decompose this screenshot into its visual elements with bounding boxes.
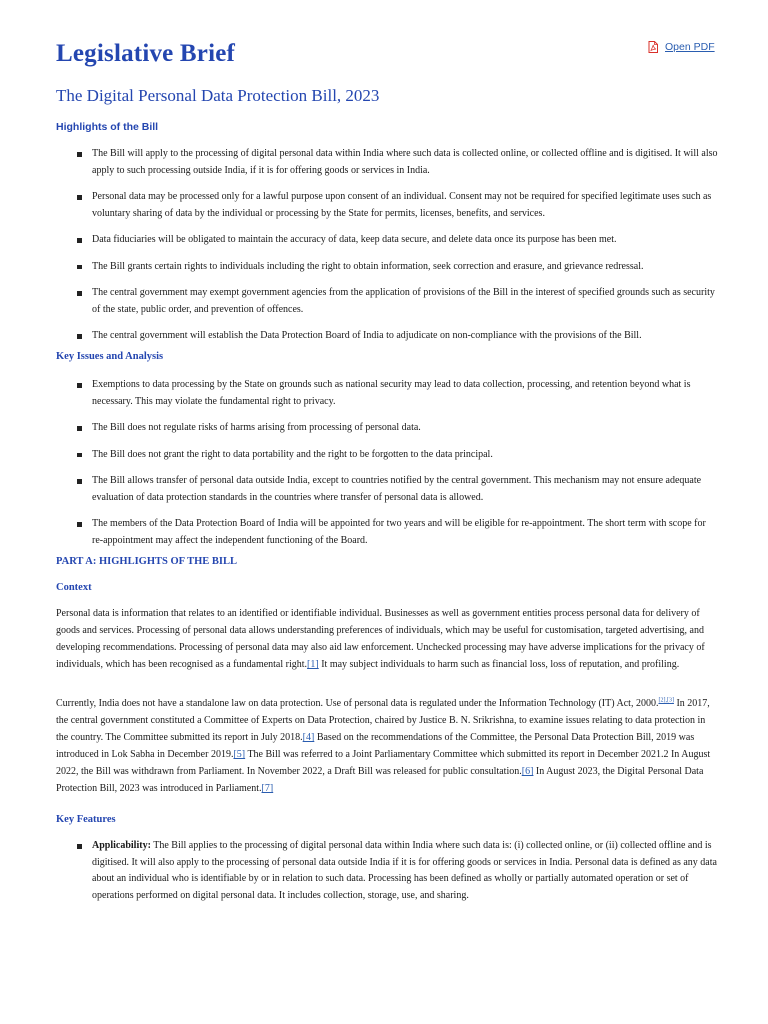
feature-text: The Bill applies to the processing of digital personal data within India where such data is: (i) collected online, or (ii) collected offline and is digitised. It will also apply to the processing of personal data outside India if it is for offering goods or services in India. Personal data is defined as any data about an individual who is identifiable by or in relation to such data. Processing has been defined as wholly or partially automated operation or set of operations performed on digital personal data. It includes collection, storage, use, and sharing.	[92, 840, 717, 901]
footnote-link-7[interactable]: [7]	[261, 783, 274, 794]
paragraph-text: Personal data is information that relates to an identified or identifiable individual. Businesses as well as government entities process personal data for delivery of goods and services. Processing of personal data allows understanding preferences of individuals, which may be useful for customisation, targeted advertising, and developing recommendations. Processing of personal data may also aid law enforcement. Unchecked processing may have adverse implications for the privacy of individuals, which has been recognised as a fundamental right.	[56, 608, 705, 670]
list-item: The central government will establish the Data Protection Board of India to adjudicate on non-compliance with the provisions of the Bill.	[56, 328, 718, 345]
context-paragraph-2	[56, 695, 712, 797]
list-item: The members of the Data Protection Board of India will be appointed for two years and will be eligible for re-appointment. The short term with scope for re-appointment may affect the independent functioning of the Board.	[56, 516, 718, 549]
paragraph-text: In August 2023, the Digital Personal Data Protection Bill, 2023 was introduced in Parliament.	[56, 766, 704, 794]
highlights-list	[56, 146, 718, 345]
footnote-link-2-3[interactable]: [2],[3]	[658, 697, 674, 704]
feature-label: Applicability:	[92, 840, 151, 851]
part-a-heading: PART A: HIGHLIGHTS OF THE BILL	[56, 556, 237, 567]
key-issues-list	[56, 377, 718, 549]
open-pdf-link[interactable]	[648, 41, 715, 53]
footnote-link-4[interactable]: [4]	[302, 732, 315, 743]
paragraph-text: It may subject individuals to harm such as financial loss, loss of reputation, and profiling.	[318, 659, 680, 670]
footnote-link-1[interactable]: [1]	[307, 659, 319, 670]
paragraph-text: The Bill was referred to a Joint Parliamentary Committee which submitted its report in December 2021.2 In August 2022, the Bill was withdrawn from Parliament. In November 2022, a Draft Bill was released for public consultation.	[56, 749, 711, 777]
list-item: The Bill does not grant the right to data portability and the right to be forgotten to the data principal.	[56, 447, 718, 464]
paragraph-text: In 2017, the central government constituted a Committee of Experts on Data Protection, chaired by Justice B. N. Srikrishna, to examine issues relating to data protection in the country. The Committee submitted its report in July 2018.	[56, 698, 710, 743]
footnote-link-6[interactable]: [6]	[521, 766, 534, 777]
footnote-link-5[interactable]: [5]	[233, 749, 246, 760]
list-item: The Bill will apply to the processing of digital personal data within India where such data is collected online, or collected offline and is digitised. It will also apply to such processing outside India, if it is for offering goods or services in India.	[56, 146, 718, 179]
open-pdf-label: Open PDF	[665, 41, 715, 53]
list-item: The Bill does not regulate risks of harms arising from processing of personal data.	[56, 420, 718, 437]
key-issues-heading: Key Issues and Analysis	[56, 351, 164, 362]
list-item: The Bill allows transfer of personal data outside India, except to countries notified by the central government. This mechanism may not ensure adequate evaluation of data protection standards in the countries where transfer of personal data is allowed.	[56, 473, 718, 506]
page-title: Legislative Brief	[56, 40, 236, 67]
context-heading: Context	[56, 582, 92, 593]
bill-subtitle: The Digital Personal Data Protection Bill, 2023	[56, 86, 380, 105]
list-item: Exemptions to data processing by the State on grounds such as national security may lead to data collection, processing, and retention beyond what is necessary. This may violate the fundamental right to privacy.	[56, 377, 718, 410]
context-paragraph-1	[56, 605, 712, 673]
pdf-file-icon	[648, 41, 658, 53]
key-features-heading: Key Features	[56, 814, 116, 825]
list-item: Personal data may be processed only for a lawful purpose upon consent of an individual. Consent may not be required for specified legitimate uses such as voluntary sharing of data by the individual or processing by the State for permits, licenses, benefits, and services.	[56, 189, 718, 222]
list-item: The central government may exempt government agencies from the application of provisions of the Bill in the interest of specified grounds such as security of the state, public order, and prevention of offences.	[56, 285, 718, 318]
paragraph-text: Based on the recommendations of the Committee, the Personal Data Protection Bill, 2019 was introduced in Lok Sabha in December 2019.	[56, 732, 695, 760]
key-features-list	[56, 838, 718, 904]
list-item	[56, 838, 718, 904]
highlights-heading: Highlights of the Bill	[56, 121, 159, 133]
list-item: The Bill grants certain rights to individuals including the right to obtain information, seek correction and erasure, and grievance redressal.	[56, 259, 718, 276]
list-item: Data fiduciaries will be obligated to maintain the accuracy of data, keep data secure, and delete data once its purpose has been met.	[56, 232, 718, 249]
paragraph-text: Currently, India does not have a standalone law on data protection. Use of personal data is regulated under the Information Technology (IT) Act, 2000.	[56, 698, 659, 709]
